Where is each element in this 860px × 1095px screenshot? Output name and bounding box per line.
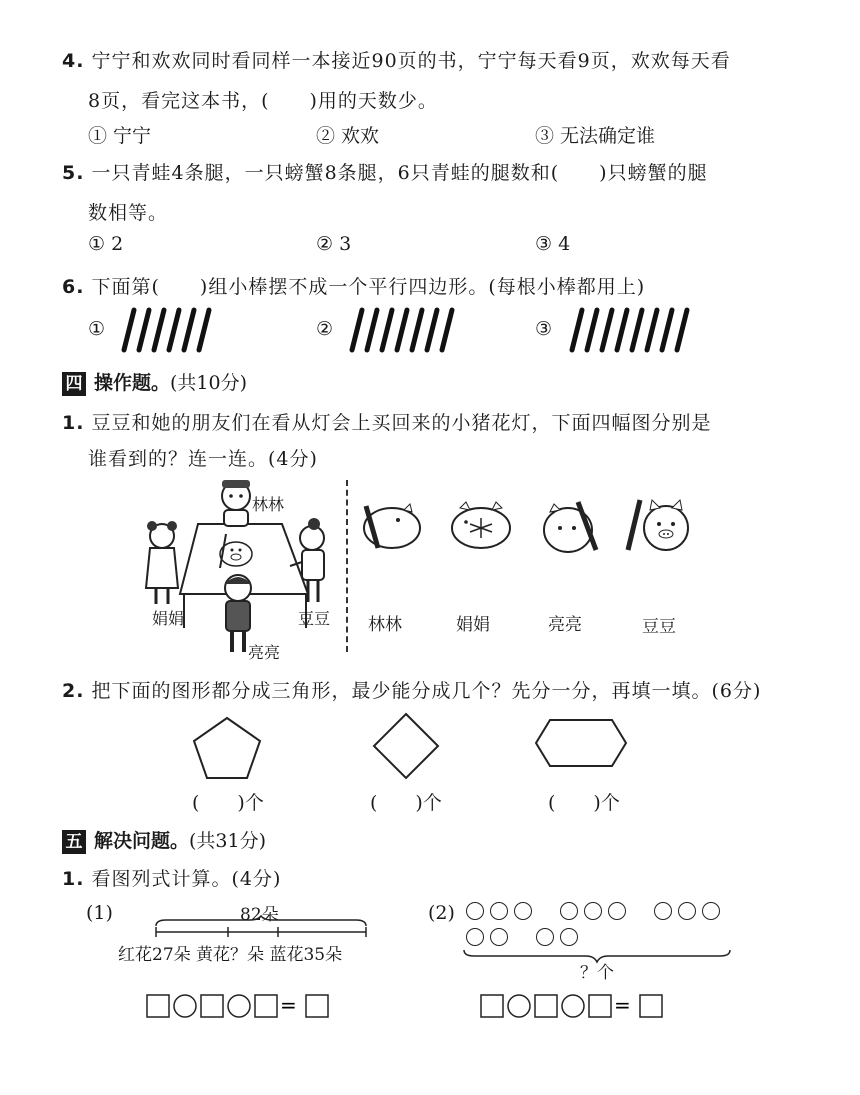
circle-item — [560, 902, 578, 920]
s5-part1-equals: = — [280, 993, 297, 1017]
s5-q1-line1 — [62, 864, 281, 891]
stick — [427, 310, 437, 350]
stick — [647, 310, 657, 350]
view-label-1[interactable]: 林林 — [368, 615, 402, 635]
s4-q1-line2: 谁看到的？连一连。(4分) — [88, 448, 318, 470]
q6-number: 6. — [62, 276, 85, 298]
dashed-divider — [346, 480, 348, 652]
stick — [572, 310, 582, 350]
lantern-view-4 — [622, 494, 694, 558]
stick — [154, 310, 164, 350]
circle-item — [678, 902, 696, 920]
s5-part1-parts: 红花27朵 黄花？朵 蓝花35朵 — [118, 945, 343, 965]
lantern-view-2 — [448, 500, 514, 556]
circle-item — [466, 928, 484, 946]
section4-score: (共10分) — [170, 372, 248, 394]
pentagon-shape[interactable] — [192, 716, 262, 780]
stick — [587, 310, 597, 350]
q4-option-2[interactable]: ② 欢欢 — [316, 125, 380, 147]
q5-option-3[interactable]: ③ 4 — [535, 233, 571, 255]
stick — [367, 310, 377, 350]
s4-q1-number: 1. — [62, 412, 85, 434]
q5-number: 5. — [62, 162, 85, 184]
s5-part2-label: (2) — [428, 902, 455, 924]
q6-marker-2[interactable]: ② — [316, 318, 334, 340]
pentagon-answer-blank[interactable]: ( )个 — [192, 792, 264, 814]
stick — [382, 310, 392, 350]
view-label-4[interactable]: 豆豆 — [642, 617, 676, 637]
stick — [412, 310, 422, 350]
s4-q1-text-1: 豆豆和她的朋友们在看从灯会上买回来的小猪花灯，下面四幅图分别是 — [91, 412, 712, 434]
circle-item — [584, 902, 602, 920]
s5-part2-total: ？个 — [580, 963, 614, 983]
q4-line2: 8页，看完这本书，( )用的天数少。 — [88, 90, 438, 112]
s4-q2-line1 — [62, 676, 761, 703]
view-label-2[interactable]: 娟娟 — [456, 615, 490, 635]
stick — [169, 310, 179, 350]
lantern-view-3 — [538, 498, 604, 558]
section5-header — [62, 826, 266, 854]
stick — [602, 310, 612, 350]
view-label-3[interactable]: 亮亮 — [548, 615, 582, 635]
q6-marker-1[interactable]: ① — [88, 318, 106, 340]
person-label-liangliang: 亮亮 — [248, 643, 281, 662]
stick — [139, 310, 149, 350]
s5-part1-label: (1) — [86, 902, 113, 924]
circle-item — [608, 902, 626, 920]
section4-header — [62, 368, 247, 396]
q5-option-2[interactable]: ② 3 — [316, 233, 352, 255]
q5-line1 — [62, 158, 708, 185]
person-label-doudou: 豆豆 — [298, 609, 331, 628]
section5-score: (共31分) — [189, 830, 267, 852]
stick — [352, 310, 362, 350]
square-answer-blank[interactable]: ( )个 — [370, 792, 442, 814]
q5-option-1[interactable]: ① 2 — [88, 233, 124, 255]
section5-title: 解决问题。 — [94, 830, 190, 852]
hexagon-shape[interactable] — [534, 718, 628, 768]
q5-line2: 数相等。 — [88, 202, 169, 224]
table-scene-illustration — [140, 476, 340, 660]
hexagon-answer-blank[interactable]: ( )个 — [548, 792, 620, 814]
s4-q2-text-1: 把下面的图形都分成三角形，最少能分成几个？先分一分，再填一填。(6分) — [91, 680, 762, 702]
s4-q1-line1 — [62, 408, 712, 435]
q6-line1 — [62, 272, 645, 299]
lantern-view-1 — [358, 500, 422, 556]
q4-option-3[interactable]: ③ 无法确定谁 — [535, 125, 656, 147]
s5-part1-equation[interactable] — [146, 994, 336, 1018]
stick — [617, 310, 627, 350]
s5-part1-brace-bar — [154, 916, 368, 940]
circle-item — [654, 902, 672, 920]
s5-part1-total: 82朵 — [240, 905, 279, 925]
stick — [124, 310, 134, 350]
stick — [397, 310, 407, 350]
stick-group-2 — [342, 306, 462, 354]
circle-item — [702, 902, 720, 920]
circle-item — [466, 902, 484, 920]
q4-text-1: 宁宁和欢欢同时看同样一本接近90页的书，宁宁每天看9页，欢欢每天看 — [91, 50, 731, 72]
circle-item — [490, 928, 508, 946]
section5-box: 五 — [62, 830, 86, 854]
q4-option-1[interactable]: ① 宁宁 — [88, 125, 152, 147]
circle-item — [560, 928, 578, 946]
stick — [184, 310, 194, 350]
circle-item — [490, 902, 508, 920]
circle-item — [536, 928, 554, 946]
s4-q2-number: 2. — [62, 680, 85, 702]
stick — [677, 310, 687, 350]
s5-q1-number: 1. — [62, 868, 85, 890]
stick-group-3 — [562, 306, 702, 354]
q4-number: 4. — [62, 50, 85, 72]
person-label-juanjuan: 娟娟 — [152, 609, 185, 628]
square-diamond-shape[interactable] — [372, 712, 440, 780]
section4-title: 操作题。 — [94, 372, 171, 394]
q4-line1 — [62, 46, 731, 73]
stick — [632, 310, 642, 350]
s5-part2-equals: = — [614, 993, 631, 1017]
person-label-linlin: 林林 — [252, 495, 285, 514]
q6-marker-3[interactable]: ③ — [535, 318, 553, 340]
s5-q1-text-1: 看图列式计算。(4分) — [91, 868, 282, 890]
stick-group-1 — [114, 306, 224, 354]
s5-part2-equation[interactable] — [480, 994, 670, 1018]
stick — [199, 310, 209, 350]
stick — [442, 310, 452, 350]
circle-item — [514, 902, 532, 920]
section4-box: 四 — [62, 372, 86, 396]
stick — [662, 310, 672, 350]
q5-text-1: 一只青蛙4条腿，一只螃蟹8条腿，6只青蛙的腿数和( )只螃蟹的腿 — [91, 162, 708, 184]
q6-text-1: 下面第( )组小棒摆不成一个平行四边形。(每根小棒都用上) — [91, 276, 646, 298]
